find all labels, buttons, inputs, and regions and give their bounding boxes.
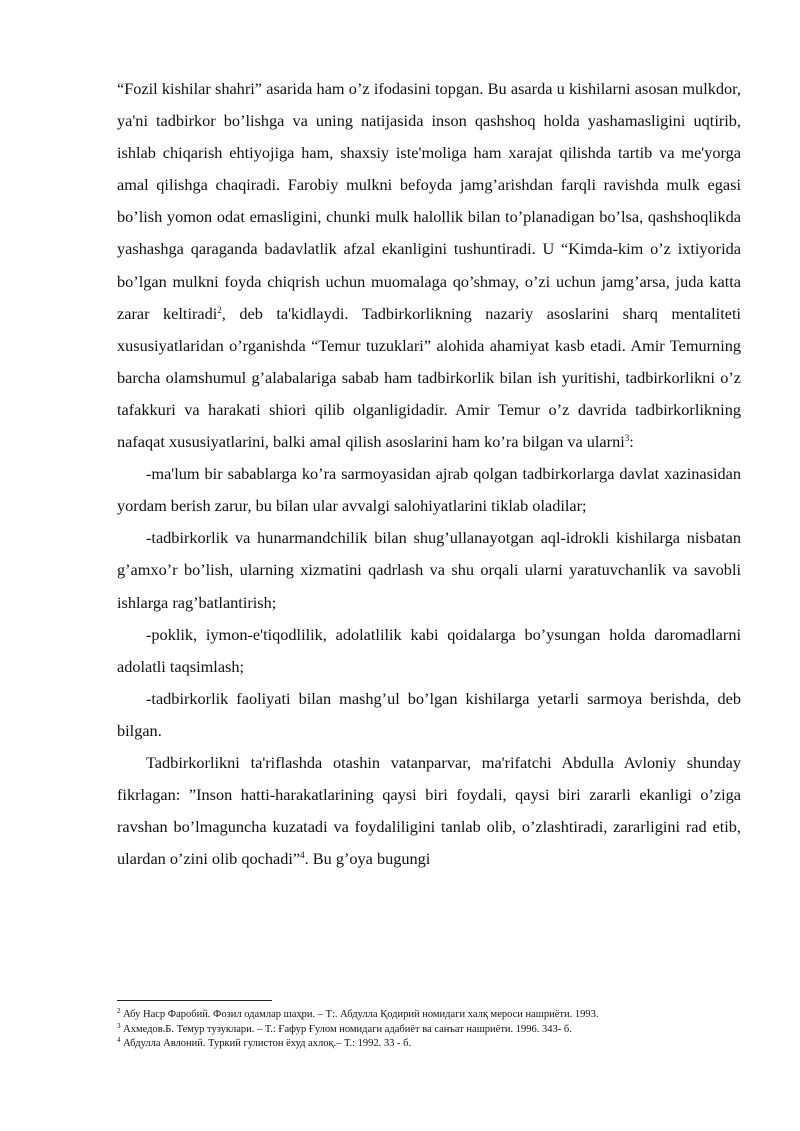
footnote-number: 3: [117, 1021, 121, 1030]
list-item: -poklik, iymon-e'tiqodlilik, adolatlilik kabi qoidalarga bo’ysungan holda daromadlarni adolatli taqsimlash;: [117, 624, 741, 676]
footnote-text: Абу Наср Фаробий. Фозил одамлар шаҳри. – Т:. Абдулла Қодирий номидаги халқ мероси нашриёти. 1993.: [120, 1009, 599, 1020]
footnote-number: 4: [117, 1036, 121, 1045]
footnote-item: [117, 1023, 741, 1038]
footnote-item: [117, 1008, 741, 1023]
footnote-number: 2: [117, 1007, 121, 1015]
footnote-ref: 3: [624, 433, 630, 444]
main-text: [117, 73, 741, 875]
paragraph-text: , deb ta'kidlaydi. Tadbirkorlikning nazariy asoslarini sharq mentaliteti xususiyatlaridan o’rganishda “Temur tuzuklari” alohida ahamiyat kasb etadi. Amir Temurning barcha olamshumul g’alabalariga sabab ham tadbirkorlik bilan ish yuritishi, tadbirkorlikni o’z tafakkuri va harakati shiori qilib olganligidadir. Amir Temur o’z davrida tadbirkorlikning nafaqat xususiyatlarini, balki amal qilish asoslarini ham ko’ra bilgan va ularni: [117, 303, 741, 452]
list-item: -ma'lum bir sabablarga ko’ra sarmoyasidan ajrab qolgan tadbirkorlarga davlat xazinasidan yordam berish zarur, bu bilan ular avvalgi salohiyatlarini tiklab oladilar;: [117, 464, 741, 516]
paragraph-farobiy: [117, 73, 741, 458]
footnote-item: [117, 1037, 741, 1052]
footnote-text: Абдулла Авлоний. Туркий гулистон ёхуд ахлоқ.– Т.: 1992. 33 - б.: [120, 1038, 412, 1050]
paragraph-text: . Bu g’oya bugungi: [304, 849, 431, 869]
footnotes: [117, 1008, 741, 1052]
footnote-separator: [117, 1000, 272, 1001]
paragraph-avloniy: [117, 747, 741, 875]
paragraph-text: :: [629, 432, 634, 452]
footnote-ref: 4: [300, 850, 305, 861]
list-item: -tadbirkorlik va hunarmandchilik bilan shug’ullanayotgan aql-idrokli kishilarga nisbatan g’amxo’r bo’lish, ularning xizmatini qadrlash va shu orqali ularni yaratuvchanlik va savobli ishlarga rag’batlantirish;: [117, 528, 741, 612]
paragraph-text: Tadbirkorlikni ta'riflashda otashin vatanparvar, ma'rifatchi Abdulla Avloniy shunday fikrlagan: ”Inson hatti-harakatlarining qaysi biri foydali, qaysi biri zararli ekanligi o’ziga ravshan bo’lmaguncha kuzatadi va foydaliligini tanlab olib, o’zlashtiradi, zararligini rad etib, ulardan o’zini olib qochadi”: [117, 752, 741, 869]
list-item: -tadbirkorlik faoliyati bilan mashg’ul bo’lgan kishilarga yetarli sarmoya berishda, deb bilgan.: [117, 688, 741, 740]
footnote-text: Ахмедов.Б. Темур тузуклари. – Т.: Ғафур Ғулом номидаги адабиёт ва санъат нашриёти. 1996. 343- б.: [120, 1023, 572, 1035]
footnote-ref: 2: [217, 304, 222, 315]
paragraph-text: “Fozil kishilar shahri” asarida ham o’z ifodasini topgan. Bu asarda u kishilarni asosan mulkdor, ya'ni tadbirkor bo’lishga va uning natijasida inson qashshoq holda yashamasligini uqtirib, ishlab chiqarish ehtiyojiga ham, shaxsiy iste'moliga ham xarajat qilishda tartib va me'yorga amal qilishga chaqiradi. Farobiy mulkni befoyda jamg’arishdan farqli ravishda mulk egasi bo’lish yomon odat emasligini, chunki mulk halollik bilan to’planadigan bo’lsa, qashshoqlikda yashashga qaraganda badavlatlik afzal ekanligini tushuntiradi. U “Kimda-kim o’z ixtiyorida bo’lgan mulkni foyda chiqrish uchun muomalaga qo’shmay, o’zi uchun jamg’arsa, juda katta zarar keltiradi: [117, 79, 741, 323]
